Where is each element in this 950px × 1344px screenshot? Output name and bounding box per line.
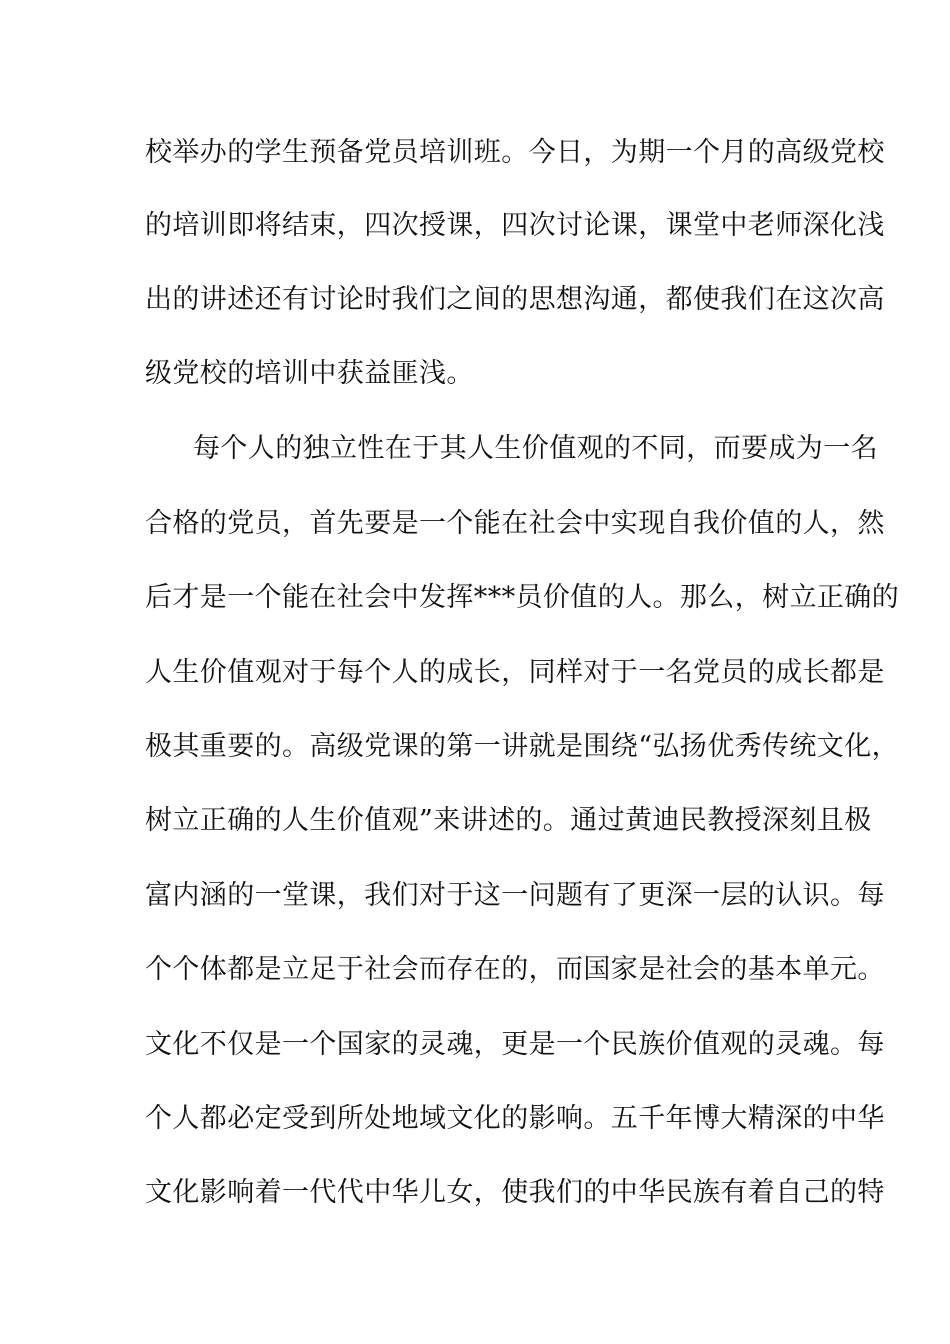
text-line-2: 的培训即将结束，四次授课，四次讨论课，课堂中老师深化浅: [145, 210, 885, 241]
text-line-12: 个个体都是立足于社会而存在的，而国家是社会的基本单元。: [145, 954, 885, 985]
text-line-1: 校举办的学生预备党员培训班。今日，为期一个月的高级党校: [145, 137, 885, 168]
text-line-7: 后才是一个能在社会中发挥***员价值的人。那么，树立正确的: [145, 582, 900, 613]
text-line-10: 树立正确的人生价值观”来讲述的。通过黄迪民教授深刻且极: [145, 805, 872, 836]
text-line-14: 个人都必定受到所处地域文化的影响。五千年博大精深的中华: [145, 1103, 885, 1134]
text-line-3: 出的讲述还有讨论时我们之间的思想沟通，都使我们在这次高: [145, 284, 885, 315]
text-line-9: 极其重要的。高级党课的第一讲就是围绕“弘扬优秀传统文化，: [145, 731, 900, 762]
paragraph-2-first-line: 每个人的独立性在于其人生价值观的不同，而要成为一名: [193, 433, 878, 464]
text-line-13: 文化不仅是一个国家的灵魂，更是一个民族价值观的灵魂。每: [145, 1029, 885, 1060]
text-line-11: 富内涵的一堂课，我们对于这一问题有了更深一层的认识。每: [145, 880, 885, 911]
text-line-4: 级党校的培训中获益匪浅。: [145, 358, 474, 389]
text-line-8: 人生价值观对于每个人的成长，同样对于一名党员的成长都是: [145, 657, 885, 688]
text-line-6: 合格的党员，首先要是一个能在社会中实现自我价值的人，然: [145, 508, 885, 539]
text-line-15: 文化影响着一代代中华儿女，使我们的中华民族有着自己的特: [145, 1177, 885, 1208]
